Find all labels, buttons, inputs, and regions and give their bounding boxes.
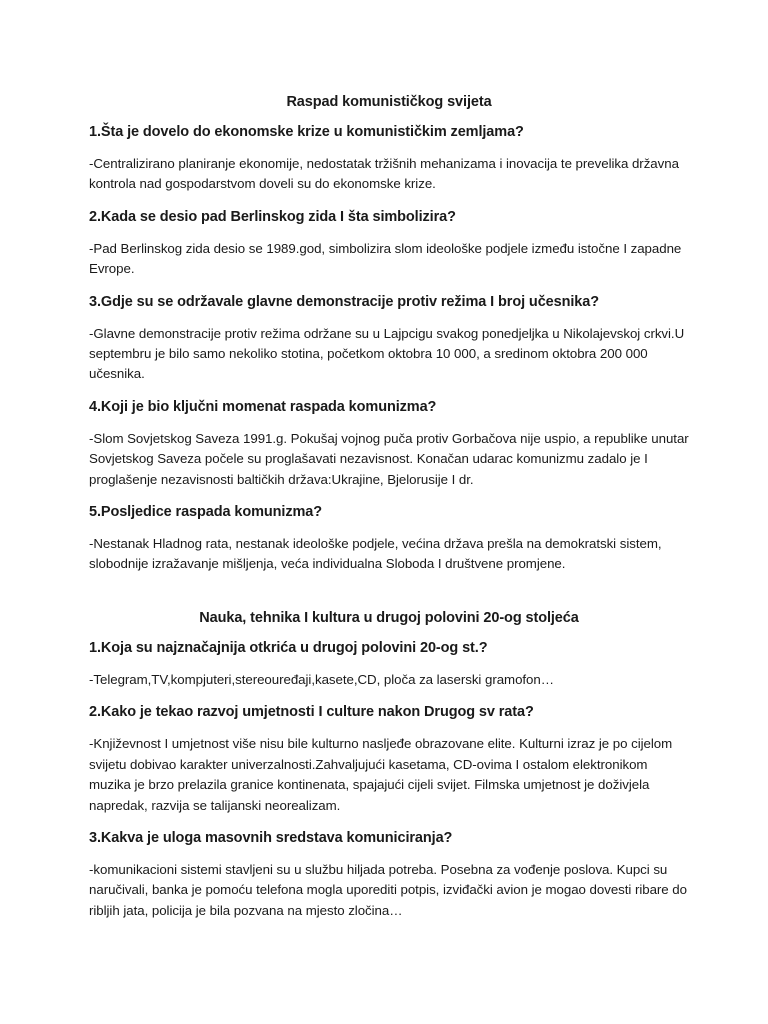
question-heading: 3.Gdje su se održavale glavne demonstracije protiv režima I broj učesnika? <box>89 293 599 310</box>
answer-paragraph: -Telegram,TV,kompjuteri,stereouređaji,kasete,CD, ploča za laserski gramofon… <box>89 671 554 687</box>
answer-paragraph: -komunikacioni sistemi stavljeni su u službu hiljada potreba. Posebna za vođenje poslova. Kupci su naručivali, banka je pomoću telefona mogla uporediti potpis, izviđački avion je mogao dovesti ribare do ribljih jata, policija je bila pozvana na mjesto zločina… <box>89 861 687 918</box>
question-heading: 1.Koja su najznačajnija otkrića u drugoj polovini 20-og st.? <box>89 639 488 656</box>
section-title: Nauka, tehnika I kultura u drugoj polovini 20-og stoljeća <box>199 609 579 626</box>
answer-paragraph: -Nestanak Hladnog rata, nestanak ideološke podjele, većina država prešla na demokratski sistem, slobodnije izražavanje mišljenja, veća individualna Sloboda I društvene promjene. <box>89 536 662 572</box>
section-title: Raspad komunističkog svijeta <box>286 94 492 110</box>
question-heading: 4.Koji je bio ključni momenat raspada komunizma? <box>89 398 437 415</box>
question-heading: 2.Kako je tekao razvoj umjetnosti I culture nakon Drugog sv rata? <box>89 704 534 721</box>
question-heading: 3.Kakva je uloga masovnih sredstava komuniciranja? <box>89 829 453 846</box>
answer-paragraph: -Pad Berlinskog zida desio se 1989.god, simbolizira slom ideološke podjele između istočne I zapadne Evrope. <box>89 240 682 277</box>
document-body <box>89 92 689 933</box>
question-heading: 1.Šta je dovelo do ekonomske krize u komunističkim zemljama? <box>89 124 524 140</box>
answer-paragraph: -Književnost I umjetnost više nisu bile kulturno nasljeđe obrazovane elite. Kulturni izraz je po cijelom svijetu dobivao karakter univerzalnosti.Zahvaljujući kasetama, CD-ovima I ostalom elektronikom muzika je brzo prelazila granice kontinenata, spajajući cijeli svijet. Filmska umjetnost je doživjela napredak, razvija se talijanski neorealizam. <box>89 736 673 813</box>
answer-paragraph: -Centralizirano planiranje ekonomije, nedostatak tržišnih mehanizama i inovacija te prevelika državna kontrola nad gospodarstvom doveli su do ekonomske krize. <box>89 156 679 192</box>
answer-paragraph: -Slom Sovjetskog Saveza 1991.g. Pokušaj vojnog puča protiv Gorbačova nije uspio, a republike unutar Sovjetskog Saveza počele su proglašavati nezavisnost. Konačan udarac komunizmu zadalo je I proglašenje nezavisnosti baltičkih država:Ukrajine, Bjelorusije I dr. <box>89 430 689 487</box>
question-heading: 2.Kada se desio pad Berlinskog zida I šta simbolizira? <box>89 208 456 225</box>
answer-paragraph: -Glavne demonstracije protiv režima održane su u Lajpcigu svakog ponedjeljka u Nikolajevskoj crkvi.U septembru je bilo samo nekoliko stotina, početkom oktobra 10 000, a sredinom oktobra 200 000 učesnika. <box>89 325 685 382</box>
question-heading: 5.Posljedice raspada komunizma? <box>89 504 323 521</box>
